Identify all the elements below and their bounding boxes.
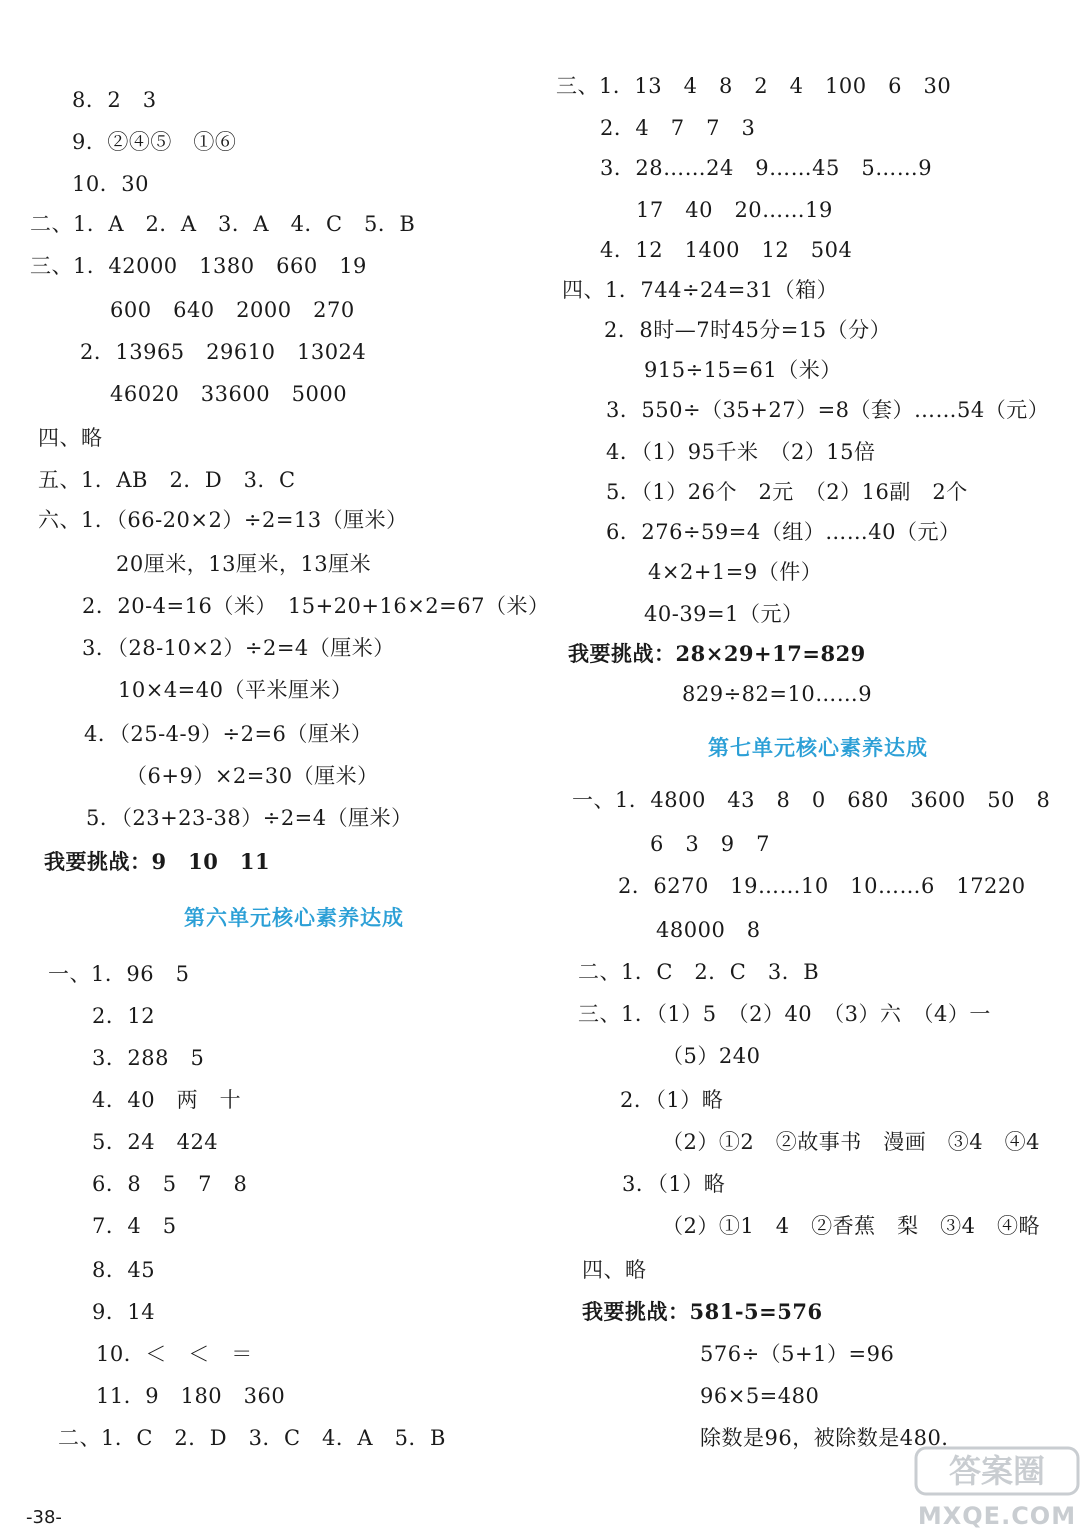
answer-line: （2）①2 ②故事书 漫画 ③4 ④4 (662, 1130, 1040, 1154)
answer-line: 5．24 424 (92, 1130, 219, 1154)
answer-line: 四、略 (38, 426, 103, 450)
answer-line: 17 40 20……19 (636, 198, 833, 222)
answer-line: 三、1．13 4 8 2 4 100 6 30 (556, 74, 952, 98)
answer-line: 五、1．AB 2．D 3．C (38, 468, 296, 492)
answer-line: 915÷15=61（米） (644, 358, 842, 382)
answer-line: 4．（1）95千米 （2）15倍 (606, 440, 876, 464)
answer-line: 11．9 180 360 (96, 1384, 286, 1408)
answer-line: 6．276÷59=4（组）……40（元） (606, 520, 961, 544)
answer-line: 2．13965 29610 13024 (80, 340, 367, 364)
answer-line: 2．6270 19……10 10……6 17220 (618, 874, 1026, 898)
answer-line: 四、1．744÷24=31（箱） (562, 278, 839, 302)
answer-line: 4．（25-4-9）÷2=6（厘米） (84, 722, 373, 746)
answer-line: 二、1．C 2．D 3．C 4．A 5．B (58, 1426, 446, 1450)
answer-line: 4．12 1400 12 504 (600, 238, 853, 262)
answer-line: 三、1．（1）5 （2）40 （3）六 （4）一 (578, 1002, 991, 1026)
answer-line: 一、1．4800 43 8 0 680 3600 50 8 (572, 788, 1051, 812)
answer-line: 3．288 5 (92, 1046, 205, 1070)
answer-line: （5）240 (662, 1044, 761, 1068)
answer-line: 2．（1）略 (620, 1088, 724, 1112)
unit-seven-heading: 第七单元核心素养达成 (708, 736, 928, 760)
answer-line: 9．14 (92, 1300, 156, 1324)
answer-line: 46020 33600 5000 (110, 382, 348, 406)
answer-line: 6．8 5 7 8 (92, 1172, 248, 1196)
answer-line: 4×2+1=9（件） (648, 560, 823, 584)
answer-line: 3．（28-10×2）÷2=4（厘米） (82, 636, 395, 660)
challenge-line: 我要挑战：28×29+17=829 (568, 641, 866, 666)
challenge-line: 我要挑战：581-5=576 (582, 1299, 823, 1324)
answer-line: 四、略 (582, 1258, 647, 1282)
answer-line: 10．＜ ＜ ＝ (96, 1342, 253, 1366)
answer-line: 3．（1）略 (622, 1172, 726, 1196)
answer-line: 一、1．96 5 (48, 962, 190, 986)
answer-line: 2．8时—7时45分=15（分） (604, 318, 892, 342)
unit-six-heading: 第六单元核心素养达成 (184, 906, 404, 930)
answer-line: 3．550÷（35+27）=8（套）……54（元） (606, 398, 1050, 422)
answer-line: 9．②④⑤ ①⑥ (72, 130, 237, 154)
answer-line: 20厘米，13厘米，13厘米 (116, 552, 372, 576)
answer-line: 2．20-4=16（米） 15+20+16×2=67（米） (82, 594, 550, 618)
answer-line: 8．2 3 (72, 88, 157, 112)
answer-line: 10×4=40（平米厘米） (118, 678, 353, 702)
challenge-line: 我要挑战：9 10 11 (44, 849, 271, 874)
watermark-logo-text: 答案圈 (948, 1452, 1046, 1490)
answer-line: 48000 8 (656, 918, 761, 942)
answer-line: 829÷82=10……9 (682, 682, 873, 706)
answer-line: 二、1．A 2．A 3．A 4．C 5．B (30, 212, 416, 236)
answer-line: 3．28……24 9……45 5……9 (600, 156, 933, 180)
answer-line: 10．30 (72, 172, 149, 196)
watermark-url-text: MXQE.COM (917, 1502, 1077, 1530)
answer-line: 8．45 (92, 1258, 156, 1282)
answer-line: 6 3 9 7 (650, 832, 770, 856)
answer-line: 三、1．42000 1380 660 19 (30, 254, 367, 278)
answer-line: 7．4 5 (92, 1214, 177, 1238)
answer-line: 576÷（5+1）=96 (700, 1342, 895, 1366)
answer-line: 六、1．（66-20×2）÷2=13（厘米） (38, 508, 408, 532)
answer-line: 40-39=1（元） (644, 602, 804, 626)
answer-line: （2）①1 4 ②香蕉 梨 ③4 ④略 (662, 1214, 1040, 1238)
answer-line: 96×5=480 (700, 1384, 820, 1408)
answer-line: 除数是96，被除数是480. (700, 1426, 949, 1450)
answer-line: 二、1．C 2．C 3．B (578, 960, 820, 984)
watermark-logo (912, 1444, 1082, 1532)
page-number: -38- (26, 1507, 62, 1528)
answer-line: （6+9）×2=30（厘米） (126, 764, 379, 788)
answer-line: 2．12 (92, 1004, 156, 1028)
answer-line: 600 640 2000 270 (110, 298, 355, 322)
answer-line: 5．（23+23-38）÷2=4（厘米） (86, 806, 413, 830)
answer-line: 5．（1）26个 2元 （2）16副 2个 (606, 480, 968, 504)
answer-line: 2．4 7 7 3 (600, 116, 756, 140)
answer-line: 4．40 两 十 (92, 1088, 242, 1112)
